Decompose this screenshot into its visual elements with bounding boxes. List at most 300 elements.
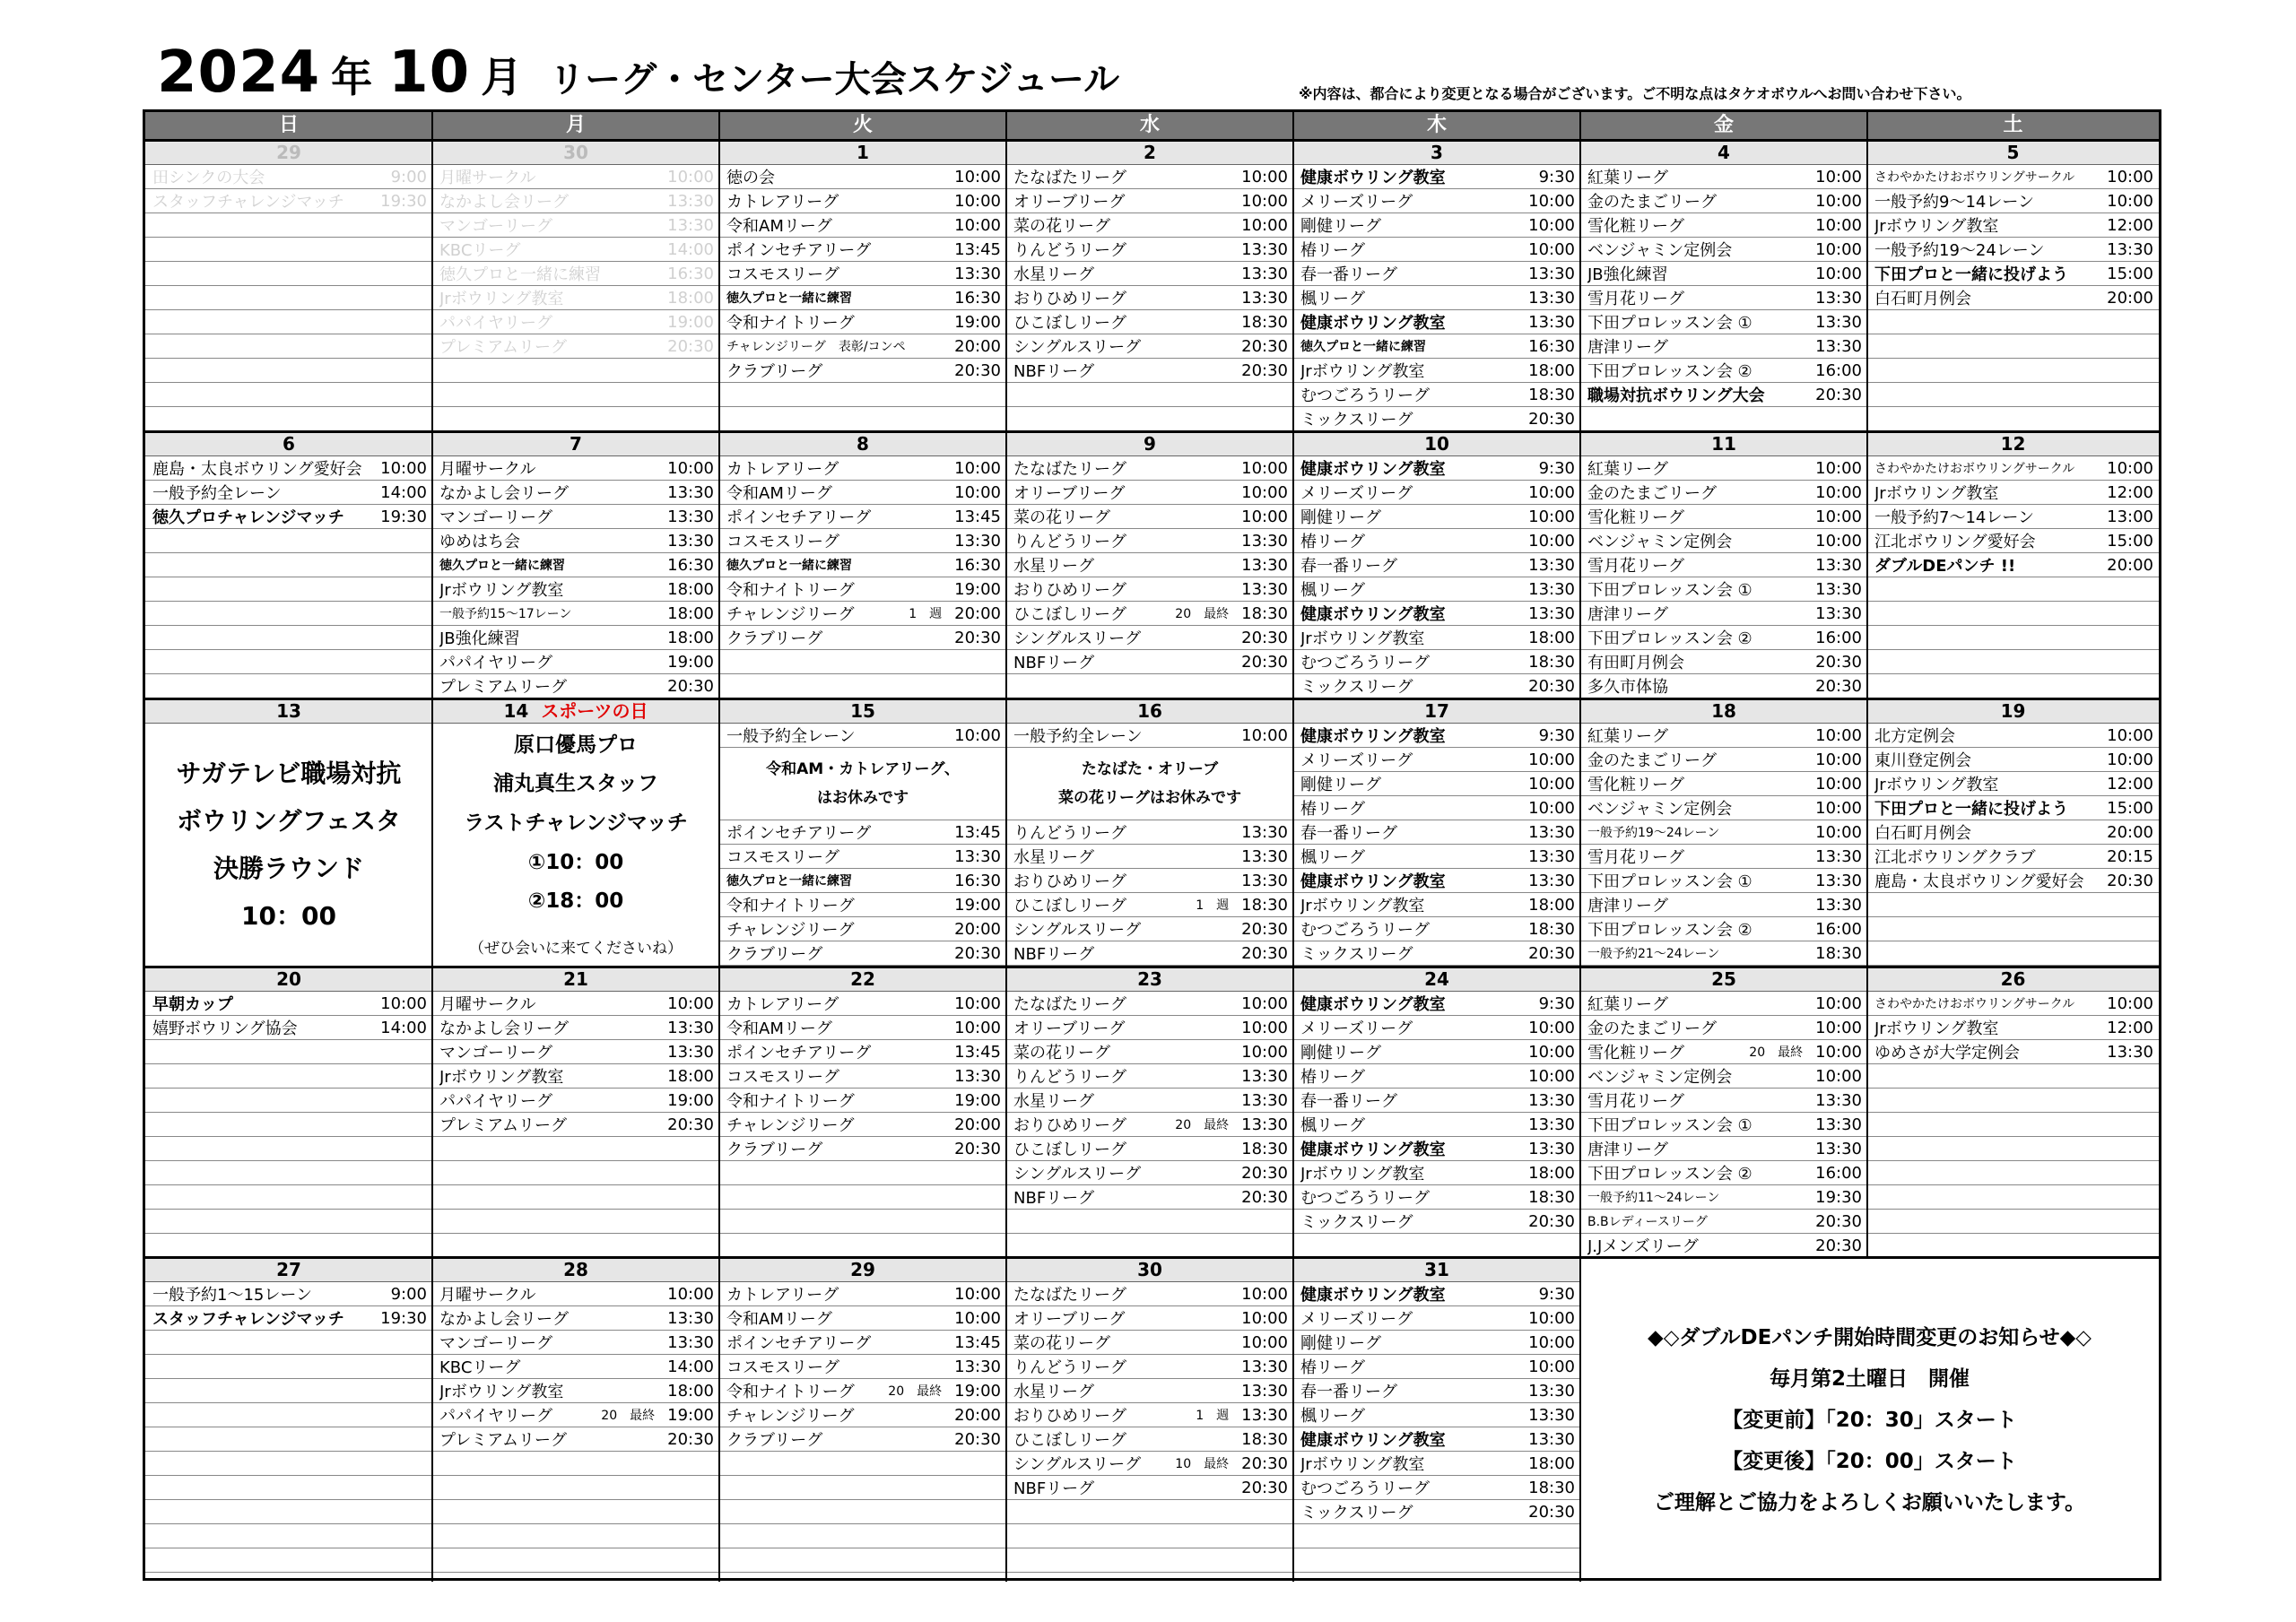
event-note: 10 最終: [1175, 1457, 1230, 1471]
event-row: [1006, 1476, 1293, 1500]
event-time: 13:30: [1528, 555, 1575, 575]
special-event-line: 決勝ラウンド: [213, 854, 364, 883]
event-row: [1006, 992, 1293, 1016]
event-time: 9:00: [390, 167, 427, 186]
event-time: 20:00: [954, 336, 1001, 356]
event-time: 13:30: [1815, 603, 1862, 623]
day-number-text: 13: [276, 700, 301, 722]
event-time: 18:00: [667, 1066, 714, 1086]
day-cell: [145, 1259, 432, 1582]
event-row: [1293, 796, 1580, 820]
day-number: [1006, 142, 1293, 165]
event-row: [1293, 1500, 1580, 1524]
event-row: [1293, 845, 1580, 869]
event-name: カトレアリーグ: [726, 1286, 839, 1305]
day-cell: [145, 433, 432, 698]
event-row: [1580, 820, 1867, 845]
event-name: クラブリーグ: [726, 1141, 823, 1159]
event-row: [719, 262, 1006, 286]
day-cell: [1580, 142, 1867, 430]
event-row: [1293, 650, 1580, 674]
event-name: 嬉野ボウリング協会: [152, 1019, 298, 1038]
day-number-text: 30: [563, 142, 588, 163]
event-name: メリーズリーグ: [1300, 1019, 1413, 1038]
event-time: 20:30: [667, 1115, 714, 1134]
empty-row: [145, 1500, 432, 1524]
event-row: [1580, 1234, 1867, 1256]
event-time: 13:30: [1528, 312, 1575, 332]
event-row: [1006, 577, 1293, 602]
event-time: 10:00: [1815, 531, 1862, 551]
event-row: [1006, 1064, 1293, 1089]
day-cell: [432, 1259, 719, 1582]
event-name: 唐津リーグ: [1587, 338, 1668, 357]
closure-message: [719, 748, 1006, 820]
day-number-text: 29: [850, 1259, 875, 1280]
event-time: 10:00: [1815, 798, 1862, 818]
event-name: オリーブリーグ: [1013, 1019, 1126, 1038]
day-cell: [719, 700, 1006, 966]
event-name: シングルスリーグ: [1013, 629, 1142, 648]
event-name: メリーズリーグ: [1300, 193, 1413, 212]
event-name: メリーズリーグ: [1300, 1310, 1413, 1329]
event-name: 下田プロレッスン会 ②: [1587, 362, 1752, 381]
day-cell: [1867, 433, 2159, 698]
event-name: マンゴーリーグ: [439, 1334, 552, 1353]
event-time: 10:00: [2107, 993, 2153, 1013]
event-row: [1867, 262, 2159, 286]
event-name: 金のたまごリーグ: [1587, 1019, 1717, 1038]
day-number: [432, 968, 719, 992]
day-cell: [719, 433, 1006, 698]
event-name: 早朝カップ: [152, 995, 233, 1014]
empty-row: [1867, 893, 2159, 917]
event-name: 健康ボウリング教室: [1300, 460, 1446, 479]
event-time: 20:30: [954, 943, 1001, 963]
event-row: [1580, 1016, 1867, 1040]
event-name: 椿リーグ: [1300, 800, 1365, 819]
event-note: 1 週: [1196, 898, 1230, 913]
event-row: [1006, 1040, 1293, 1064]
event-row: [145, 456, 432, 481]
event-name: ミックスリーグ: [1300, 1213, 1413, 1232]
empty-row: [1867, 1161, 2159, 1185]
event-row: [1293, 917, 1580, 941]
event-row: [1293, 529, 1580, 553]
event-time: 20:30: [1241, 1453, 1288, 1473]
day-number: [1006, 968, 1293, 992]
event-row: [1006, 1403, 1293, 1427]
event-time: 10:00: [1528, 750, 1575, 769]
event-name: 金のたまごリーグ: [1587, 751, 1717, 770]
event-time: 20:30: [1241, 628, 1288, 647]
event-time: 10:00: [1241, 1018, 1288, 1037]
event-time: 20:00: [954, 603, 1001, 623]
event-time: 18:30: [1528, 1187, 1575, 1207]
event-time: 13:30: [667, 1332, 714, 1352]
event-time: 10:00: [954, 1308, 1001, 1328]
event-name: NBFリーグ: [1013, 1479, 1095, 1498]
column-divider: [1005, 112, 1007, 1582]
empty-row: [1006, 383, 1293, 407]
event-time: 16:00: [1815, 628, 1862, 647]
event-time: 10:00: [954, 1018, 1001, 1037]
special-event-note: （ぜひ会いに来てくださいね）: [469, 940, 683, 958]
event-time: 13:30: [954, 531, 1001, 551]
event-row: [1006, 1137, 1293, 1161]
empty-row: [145, 1355, 432, 1379]
day-cell: [1580, 968, 1867, 1256]
day-cell: [1293, 433, 1580, 698]
event-row: [1867, 796, 2159, 820]
column-divider: [1292, 112, 1294, 1582]
event-name: 一般予約7～14レーン: [1874, 508, 2034, 527]
empty-row: [432, 1476, 719, 1500]
event-row: [1293, 748, 1580, 772]
event-row: [1580, 1064, 1867, 1089]
event-row: [1580, 772, 1867, 796]
event-time: 13:30: [1241, 1357, 1288, 1376]
empty-row: [145, 383, 432, 407]
event-row: [432, 310, 719, 334]
event-time: 9:30: [1538, 1284, 1575, 1304]
event-row: [1006, 820, 1293, 845]
event-row: [1293, 1210, 1580, 1234]
event-time: 9:30: [1538, 458, 1575, 478]
event-row: [1867, 553, 2159, 577]
event-name: 水星リーグ: [1013, 557, 1094, 576]
event-name: ミックスリーグ: [1300, 1504, 1413, 1522]
event-row: [1293, 1306, 1580, 1331]
event-time: 13:00: [2107, 507, 2153, 526]
day-number: [1867, 142, 2159, 165]
event-row: [719, 845, 1006, 869]
event-time: 13:30: [1815, 312, 1862, 332]
event-time: 10:00: [1815, 191, 1862, 211]
event-row: [1293, 724, 1580, 748]
event-name: ミックスリーグ: [1300, 411, 1413, 429]
empty-row: [432, 383, 719, 407]
event-time: 13:30: [1528, 1405, 1575, 1425]
event-time: 20:30: [667, 336, 714, 356]
event-time: 13:30: [667, 482, 714, 502]
event-time: 13:30: [1528, 579, 1575, 599]
event-time: 20:00: [954, 1405, 1001, 1425]
empty-row: [145, 626, 432, 650]
event-time: 10:00: [954, 993, 1001, 1013]
event-time: 10:00: [2107, 458, 2153, 478]
event-row: [432, 1016, 719, 1040]
event-name: 一般予約21～24レーン: [1587, 947, 1720, 961]
day-number: [1580, 433, 1867, 456]
column-divider: [431, 112, 433, 1582]
event-name: ベンジャミン定例会: [1587, 533, 1733, 551]
event-time: 10:00: [1528, 531, 1575, 551]
event-name: なかよし会リーグ: [439, 1310, 569, 1329]
event-name: J.Jメンズリーグ: [1587, 1237, 1699, 1256]
event-name: 菜の花リーグ: [1013, 1334, 1110, 1353]
weekday-header: 火: [719, 112, 1006, 139]
event-row: [1293, 1185, 1580, 1210]
empty-row: [432, 1524, 719, 1548]
event-row: [1293, 213, 1580, 238]
column-divider: [1866, 112, 1868, 1256]
day-cell: [719, 968, 1006, 1256]
event-name: Jrボウリング教室: [1300, 897, 1425, 915]
event-row: [1006, 286, 1293, 310]
event-row: [719, 359, 1006, 383]
event-row: [1293, 1016, 1580, 1040]
event-row: [1867, 213, 2159, 238]
event-name: 下田プロレッスン会 ②: [1587, 921, 1752, 940]
event-row: [1293, 383, 1580, 407]
event-time: 13:45: [954, 507, 1001, 526]
event-time: 13:30: [1241, 822, 1288, 842]
day-number-text: 14: [503, 700, 529, 722]
event-time: 10:00: [1528, 1332, 1575, 1352]
event-row: [719, 1427, 1006, 1452]
empty-row: [145, 1452, 432, 1476]
event-name: スタッフチャレンジマッチ: [152, 193, 344, 212]
event-row: [1867, 456, 2159, 481]
event-row: [1580, 1089, 1867, 1113]
event-name: Jrボウリング教室: [439, 1383, 564, 1401]
event-time: 19:00: [667, 312, 714, 332]
event-row: [432, 286, 719, 310]
event-row: [1006, 481, 1293, 505]
event-row: [1006, 1355, 1293, 1379]
event-time: 14:00: [380, 482, 427, 502]
empty-row: [432, 1210, 719, 1234]
event-time: 18:30: [1528, 385, 1575, 404]
empty-row: [145, 529, 432, 553]
empty-row: [719, 1548, 1006, 1573]
event-time: 13:30: [1241, 531, 1288, 551]
event-time: 13:30: [1815, 895, 1862, 915]
event-time: 13:30: [1528, 846, 1575, 866]
event-name: ポインセチアリーグ: [726, 1334, 872, 1353]
event-name: なかよし会リーグ: [439, 193, 569, 212]
event-time: 13:30: [1241, 871, 1288, 890]
day-number: [145, 1259, 432, 1282]
event-time: 10:00: [1528, 1018, 1575, 1037]
day-cell: [1293, 142, 1580, 430]
closure-message-line: たなばた・オリーブ: [1081, 759, 1219, 778]
event-name: 雪化粧リーグ: [1587, 776, 1684, 794]
event-row: [1293, 262, 1580, 286]
empty-row: [432, 1161, 719, 1185]
empty-row: [1867, 1089, 2159, 1113]
event-time: 10:00: [1241, 482, 1288, 502]
event-row: [1580, 1210, 1867, 1234]
event-row: [1006, 626, 1293, 650]
event-row: [1006, 893, 1293, 917]
empty-row: [1867, 310, 2159, 334]
event-row: [1580, 1161, 1867, 1185]
event-time: 20:30: [1241, 919, 1288, 939]
closure-message-line: 菜の花リーグはお休みです: [1058, 789, 1241, 807]
event-time: 20:30: [954, 628, 1001, 647]
event-name: りんどうリーグ: [1013, 1358, 1126, 1377]
event-name: たなばたリーグ: [1013, 460, 1126, 479]
event-row: [1006, 505, 1293, 529]
empty-row: [145, 1331, 432, 1355]
event-time: 13:30: [1528, 1429, 1575, 1449]
notice-text: ※内容は、都合により変更となる場合がございます。ご不明な点はタケオボウルへお問い合わせ下さい。: [1299, 85, 1971, 102]
event-time: 10:00: [380, 993, 427, 1013]
empty-row: [145, 1040, 432, 1064]
special-event-line: ボウリングフェスタ: [176, 805, 402, 836]
event-name: コスモスリーグ: [726, 1358, 839, 1377]
event-name: 雪化粧リーグ: [1587, 508, 1684, 527]
closure-message-line: はお休みです: [817, 789, 909, 807]
event-name: Jrボウリング教室: [1300, 629, 1425, 648]
empty-row: [719, 1476, 1006, 1500]
event-name: 雪月花リーグ: [1587, 557, 1684, 576]
event-row: [719, 1282, 1006, 1306]
event-row: [1293, 359, 1580, 383]
event-name: 下田プロレッスン会 ②: [1587, 629, 1752, 648]
event-row: [1580, 262, 1867, 286]
event-row: [1867, 1040, 2159, 1064]
event-row: [1580, 334, 1867, 359]
event-time: 10:00: [1815, 993, 1862, 1013]
event-time: 13:30: [1528, 822, 1575, 842]
day-cell: [1006, 433, 1293, 698]
event-row: [1580, 286, 1867, 310]
special-event: [145, 724, 432, 966]
day-cell: [1006, 968, 1293, 1256]
announcement-line: 【変更後】「20：00」スタート: [1722, 1450, 2017, 1473]
event-time: 16:30: [954, 288, 1001, 308]
event-row: [1580, 917, 1867, 941]
day-number-text: 31: [1424, 1259, 1449, 1280]
event-name: 令和AMリーグ: [726, 484, 832, 503]
event-row: [1006, 602, 1293, 626]
event-row: [1580, 529, 1867, 553]
empty-row: [145, 1476, 432, 1500]
event-time: 10:00: [954, 458, 1001, 478]
empty-row: [719, 1500, 1006, 1524]
event-name: ひこぼしリーグ: [1013, 1431, 1126, 1450]
event-time: 16:00: [1815, 1163, 1862, 1183]
event-row: [432, 1040, 719, 1064]
event-row: [719, 577, 1006, 602]
event-time: 20:30: [1241, 1478, 1288, 1497]
event-row: [1867, 189, 2159, 213]
event-time: 13:30: [1528, 1090, 1575, 1110]
page-title: [157, 39, 1119, 111]
empty-row: [1293, 1524, 1580, 1548]
event-time: 10:00: [2107, 725, 2153, 745]
event-name: 雪化粧リーグ: [1587, 217, 1684, 236]
day-number: [432, 1259, 719, 1282]
event-time: 19:00: [954, 1381, 1001, 1401]
event-row: [432, 1282, 719, 1306]
event-row: [719, 481, 1006, 505]
event-row: [145, 1016, 432, 1040]
event-name: マンゴーリーグ: [439, 1044, 552, 1063]
event-time: 20:30: [1528, 1211, 1575, 1231]
empty-row: [719, 1185, 1006, 1210]
special-event: [432, 724, 719, 966]
event-row: [719, 602, 1006, 626]
event-name: 徳久プロと一緒に練習: [439, 559, 565, 573]
event-row: [719, 626, 1006, 650]
event-time: 9:00: [390, 1284, 427, 1304]
event-row: [1867, 481, 2159, 505]
event-row: [1867, 238, 2159, 262]
event-time: 18:00: [667, 1381, 714, 1401]
day-number-text: 28: [563, 1259, 588, 1280]
event-time: 12:00: [2107, 774, 2153, 794]
day-number-text: 11: [1711, 433, 1736, 455]
event-time: 10:00: [667, 1284, 714, 1304]
title-month-unit: 月: [481, 53, 523, 101]
event-row: [432, 238, 719, 262]
event-row: [719, 1379, 1006, 1403]
event-row: [1293, 893, 1580, 917]
empty-row: [145, 359, 432, 383]
event-time: 10:00: [1241, 1332, 1288, 1352]
event-name: 田シンクの大会: [152, 169, 265, 187]
event-name: さわやかたけおボウリングサークル: [1874, 170, 2075, 185]
day-number-text: 30: [1137, 1259, 1162, 1280]
day-cell: [1293, 700, 1580, 966]
event-time: 13:45: [954, 822, 1001, 842]
event-time: 9:30: [1538, 993, 1575, 1013]
event-row: [1580, 481, 1867, 505]
day-number: [719, 142, 1006, 165]
event-time: 16:30: [1528, 336, 1575, 356]
day-number-text: 27: [276, 1259, 301, 1280]
event-name: 金のたまごリーグ: [1587, 193, 1717, 212]
event-row: [1580, 213, 1867, 238]
event-name: りんどうリーグ: [1013, 1068, 1126, 1087]
event-time: 20:30: [1241, 652, 1288, 672]
event-time: 13:30: [2107, 239, 2153, 259]
event-time: 13:30: [1528, 1381, 1575, 1401]
event-name: B.Bレディースリーグ: [1587, 1215, 1708, 1229]
event-row: [1293, 238, 1580, 262]
event-time: 20:30: [1241, 1163, 1288, 1183]
event-time: 13:30: [1815, 336, 1862, 356]
event-name: NBFリーグ: [1013, 654, 1095, 672]
event-row: [1006, 869, 1293, 893]
day-cell: [145, 142, 432, 430]
empty-row: [145, 1524, 432, 1548]
empty-row: [145, 577, 432, 602]
event-name: Jrボウリング教室: [1874, 217, 1999, 236]
empty-row: [145, 1548, 432, 1573]
day-cell: [1867, 142, 2159, 430]
empty-row: [1867, 359, 2159, 383]
event-time: 12:00: [2107, 482, 2153, 502]
event-name: 一般予約11～24レーン: [1587, 1191, 1720, 1205]
event-name: JB強化練習: [1587, 265, 1668, 284]
event-time: 13:30: [667, 215, 714, 235]
event-row: [719, 238, 1006, 262]
title-year: 2024: [157, 39, 321, 106]
event-row: [1293, 310, 1580, 334]
empty-row: [145, 602, 432, 626]
event-time: 10:00: [1815, 822, 1862, 842]
special-event-line: ②18：00: [527, 889, 624, 914]
day-number: [145, 700, 432, 724]
empty-row: [145, 650, 432, 674]
event-row: [719, 992, 1006, 1016]
event-time: 13:30: [1815, 871, 1862, 890]
